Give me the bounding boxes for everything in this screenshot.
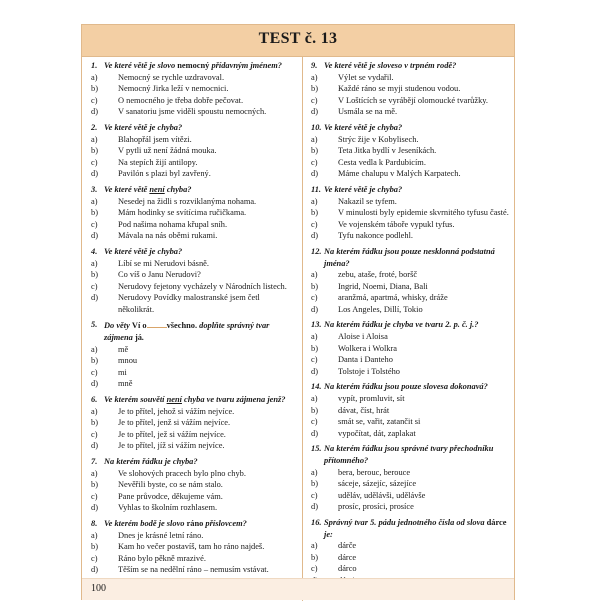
prompt-text: Ve kterém souvětí xyxy=(104,395,167,405)
option-text: Ingrid, Noemi, Diana, Bali xyxy=(338,281,428,291)
option-letter: a) xyxy=(311,332,318,342)
question xyxy=(311,319,512,377)
answer-blank xyxy=(147,319,167,328)
prompt-text: Ve které větě je sloveso v trpném rodě? xyxy=(324,61,457,70)
option-text: Co víš o Janu Nerudovi? xyxy=(118,270,201,280)
option-letter: d) xyxy=(91,441,98,451)
question xyxy=(311,517,512,587)
answer-option xyxy=(91,269,293,281)
answer-option xyxy=(91,230,293,242)
question-number: 6. xyxy=(91,395,98,405)
option-text: mnou xyxy=(118,356,138,366)
option-letter: b) xyxy=(311,281,318,291)
option-letter: d) xyxy=(91,107,98,117)
option-text: Je to přítel, jehož si vážím nejvíce. xyxy=(118,406,235,416)
option-text: Je to přítel, jež si vážím nejvíce. xyxy=(118,429,226,439)
option-text: V pytli už není žádná mouka. xyxy=(118,146,217,156)
answer-option xyxy=(311,467,512,479)
question-number: 5. xyxy=(91,320,98,330)
question-prompt xyxy=(311,443,512,466)
option-letter: c) xyxy=(91,95,98,105)
option-letter: d) xyxy=(91,231,98,241)
question-prompt xyxy=(91,246,293,258)
option-text: Dnes je krásné letní ráno. xyxy=(118,530,204,540)
answer-option xyxy=(311,552,512,564)
question xyxy=(311,184,512,242)
prompt-text: Ve které větě je chyba? xyxy=(324,122,403,132)
question-prompt xyxy=(91,319,293,343)
option-text: Mám hodinky se svítícima ručičkama. xyxy=(118,208,247,218)
prompt-text: Na kterém řádku jsou správné tvary přechodníku přítomného? xyxy=(324,444,494,465)
answer-option xyxy=(91,417,293,429)
answer-option xyxy=(91,406,293,418)
question-prompt xyxy=(311,122,512,134)
option-text: Líbí se mi Nerudovi básně. xyxy=(118,258,209,268)
option-text: Blahopřál jsem vítězi. xyxy=(118,134,192,144)
prompt-text: Ve které větě je chyba? xyxy=(324,184,403,194)
option-letter: c) xyxy=(311,293,318,303)
answer-option xyxy=(91,355,293,367)
question xyxy=(91,394,293,452)
option-letter: d) xyxy=(311,428,318,438)
question xyxy=(311,246,512,316)
option-text: dárco xyxy=(338,564,357,574)
answer-option xyxy=(91,429,293,441)
prompt-text: není xyxy=(166,395,182,405)
option-letter: a) xyxy=(91,72,98,82)
prompt-text: přídavným jménem? xyxy=(209,61,282,70)
option-letter: c) xyxy=(91,219,98,229)
prompt-text: Ve které větě je slovo xyxy=(104,61,178,70)
prompt-text: Ve které větě xyxy=(104,184,150,194)
option-text: Cesta vedla k Pardubicím. xyxy=(338,157,426,167)
option-letter: b) xyxy=(91,270,98,280)
option-text: Nakazil se tyfem. xyxy=(338,196,397,206)
option-letter: b) xyxy=(311,208,318,218)
option-letter: c) xyxy=(91,367,98,377)
option-text: Aloise i Aloisa xyxy=(338,332,388,342)
answer-option xyxy=(311,490,512,502)
answer-option xyxy=(91,196,293,208)
option-letter: b) xyxy=(91,208,98,218)
prompt-text: Na kterém řádku je chyba? xyxy=(104,457,198,466)
option-text: Nemocný Jirka leží v nemocnici. xyxy=(118,84,229,94)
answer-option xyxy=(91,344,293,356)
option-text: Los Angeles, Dillí, Tokio xyxy=(338,304,423,314)
prompt-text: příslovcem? xyxy=(203,518,247,528)
option-text: Ve slohových pracech bylo plno chyb. xyxy=(118,468,246,478)
option-letter: d) xyxy=(91,379,98,389)
option-letter: d) xyxy=(311,502,318,512)
answer-option xyxy=(311,540,512,552)
right-column xyxy=(311,56,512,587)
answer-option xyxy=(311,145,512,157)
option-letter: b) xyxy=(91,146,98,156)
left-column xyxy=(91,56,293,576)
option-letter: d) xyxy=(311,366,318,376)
worksheet-page xyxy=(81,24,515,600)
answer-option xyxy=(91,157,293,169)
option-letter: c) xyxy=(91,281,98,291)
question-prompt xyxy=(91,518,293,530)
answer-option xyxy=(311,106,512,118)
option-text: Usmála se na mě. xyxy=(338,107,398,117)
option-text: O nemocného je třeba dobře pečovat. xyxy=(118,95,244,105)
option-letter: c) xyxy=(91,157,98,167)
answer-option xyxy=(91,378,293,390)
option-text: Nemocný se rychle uzdravoval. xyxy=(118,72,225,82)
answer-option xyxy=(311,563,512,575)
answer-option xyxy=(311,72,512,84)
option-text: Je to přítel, jenž si vážím nejvíce. xyxy=(118,418,231,428)
option-letter: a) xyxy=(311,541,318,551)
question xyxy=(91,184,293,242)
prompt-text: . xyxy=(141,333,145,343)
footer-band xyxy=(82,578,514,600)
option-letter: b) xyxy=(91,418,98,428)
option-letter: c) xyxy=(91,429,98,439)
answer-option xyxy=(311,405,512,417)
answer-option xyxy=(91,72,293,84)
option-text: dávat, číst, hrát xyxy=(338,405,390,415)
option-text: Teta Jitka bydlí v Jeseníkách. xyxy=(338,146,437,156)
prompt-text: dárce xyxy=(486,517,507,527)
option-text: aranžmá, apartmá, whisky, dráže xyxy=(338,293,448,303)
question xyxy=(91,246,293,316)
option-letter: c) xyxy=(91,491,98,501)
question xyxy=(311,381,512,439)
question-number: 13. xyxy=(311,320,322,330)
question xyxy=(91,319,293,390)
option-text: mě xyxy=(118,344,129,354)
option-letter: a) xyxy=(91,196,98,206)
answer-option xyxy=(91,367,293,379)
answer-option xyxy=(311,343,512,355)
option-letter: a) xyxy=(91,134,98,144)
question-number: 4. xyxy=(91,246,98,256)
question-number: 7. xyxy=(91,457,98,466)
question xyxy=(91,60,293,118)
option-letter: d) xyxy=(311,169,318,179)
answer-option xyxy=(91,95,293,107)
question-prompt xyxy=(91,456,293,468)
prompt-text: Na kterém řádku je chyba ve tvaru 2. p. č. j.? xyxy=(324,320,479,330)
option-text: Tolstoje i Tolstého xyxy=(338,366,400,376)
option-text: Je to přítel, jíž si vážím nejvíce. xyxy=(118,441,225,451)
option-text: Tyfu nakonce podlehl. xyxy=(338,231,413,241)
header-band xyxy=(82,25,514,57)
question-prompt xyxy=(311,319,512,331)
answer-option xyxy=(91,134,293,146)
answer-option xyxy=(91,541,293,553)
prompt-text: Ví o xyxy=(131,321,147,331)
prompt-text: ráno xyxy=(186,518,204,528)
question-prompt xyxy=(311,517,512,540)
question-prompt xyxy=(311,60,512,72)
option-text: Wolkera i Wolkra xyxy=(338,343,397,353)
question-number: 12. xyxy=(311,246,322,256)
option-letter: d) xyxy=(91,503,98,513)
option-letter: b) xyxy=(91,356,98,366)
answer-option xyxy=(91,502,293,514)
option-text: Nesedej na židli s rozviklanýma nohama. xyxy=(118,196,257,206)
answer-option xyxy=(311,292,512,304)
answer-option xyxy=(311,478,512,490)
prompt-text: Ve které větě je chyba? xyxy=(104,122,183,132)
option-text: bera, berouc, berouce xyxy=(338,467,411,477)
question-number: 10. xyxy=(311,122,322,132)
column-divider xyxy=(302,56,303,601)
option-letter: a) xyxy=(91,258,98,268)
option-text: smát se, vařit, zatančit si xyxy=(338,417,421,427)
answer-option xyxy=(91,145,293,157)
option-letter: c) xyxy=(311,157,318,167)
option-letter: d) xyxy=(91,565,98,575)
question xyxy=(91,122,293,180)
answer-option xyxy=(311,281,512,293)
question-prompt xyxy=(311,184,512,196)
option-letter: a) xyxy=(311,72,318,82)
option-text: Pod našima nohama křupal sníh. xyxy=(118,219,228,229)
option-letter: a) xyxy=(311,394,318,404)
option-letter: b) xyxy=(311,552,318,562)
option-letter: c) xyxy=(311,417,318,427)
answer-option xyxy=(91,168,293,180)
option-letter: a) xyxy=(311,270,318,280)
option-text: zebu, ataše, froté, boršč xyxy=(338,270,418,280)
prompt-text: Správný tvar 5. pádu jednotného čísla od slova xyxy=(324,517,487,527)
option-text: prosíc, prosíci, prosíce xyxy=(338,502,414,512)
option-letter: c) xyxy=(311,490,318,500)
option-letter: d) xyxy=(311,107,318,117)
option-text: Strýc žije v Kobylisech. xyxy=(338,134,419,144)
answer-option xyxy=(311,168,512,180)
prompt-text: nemocný xyxy=(177,61,210,70)
option-text: Pane průvodce, děkujeme vám. xyxy=(118,491,223,501)
option-text: Mávala na nás oběmi rukami. xyxy=(118,231,218,241)
option-text: dárce xyxy=(338,552,357,562)
option-letter: a) xyxy=(311,196,318,206)
option-text: Nevěřili byste, co se nám stalo. xyxy=(118,480,223,490)
option-letter: d) xyxy=(91,169,98,179)
prompt-text: Na kterém řádku jsou pouze slovesa dokonavá? xyxy=(324,382,488,392)
option-text: Ráno bylo pěkně mrazivé. xyxy=(118,553,206,563)
answer-option xyxy=(91,479,293,491)
answer-option xyxy=(91,281,293,293)
question xyxy=(311,443,512,513)
question xyxy=(91,456,293,514)
option-letter: a) xyxy=(91,468,98,478)
prompt-text: chyba? xyxy=(164,184,192,194)
option-text: dárče xyxy=(338,541,357,551)
answer-option xyxy=(311,393,512,405)
prompt-text: všechno. xyxy=(166,321,198,331)
answer-option xyxy=(311,207,512,219)
question-number: 9. xyxy=(311,61,318,70)
option-letter: c) xyxy=(311,95,318,105)
page-title: TEST č. 13 xyxy=(258,30,338,47)
question xyxy=(311,122,512,180)
option-text: V sanatoriu jsme viděli spoustu nemocných. xyxy=(118,107,267,117)
answer-option xyxy=(311,501,512,513)
option-letter: b) xyxy=(311,479,318,489)
option-text: vypočítat, dát, zaplakat xyxy=(338,428,416,438)
answer-option xyxy=(311,83,512,95)
question-number: 8. xyxy=(91,518,98,528)
option-text: mi xyxy=(118,367,127,377)
question-prompt xyxy=(91,184,293,196)
option-text: Máme chalupu v Malých Karpatech. xyxy=(338,169,461,179)
answer-option xyxy=(311,269,512,281)
answer-option xyxy=(91,292,293,315)
answer-option xyxy=(311,157,512,169)
option-letter: b) xyxy=(91,542,98,552)
question-prompt xyxy=(311,381,512,393)
option-text: Vyhlas to školním rozhlasem. xyxy=(118,503,218,513)
option-text: Kam ho večer postavíš, tam ho ráno najdeš. xyxy=(118,542,265,552)
option-text: Na stepích žijí antilopy. xyxy=(118,157,198,167)
option-letter: d) xyxy=(91,293,98,303)
option-text: Ve vojenském táboře vypukl tyfus. xyxy=(338,219,455,229)
answer-option xyxy=(311,366,512,378)
option-letter: c) xyxy=(91,553,98,563)
option-text: V Loštících se vyrábějí olomoucké tvarůžky. xyxy=(338,95,489,105)
answer-option xyxy=(91,440,293,452)
question-prompt xyxy=(91,60,293,72)
option-letter: b) xyxy=(311,84,318,94)
prompt-text: Na kterém řádku jsou pouze nesklonná podstatná jména? xyxy=(324,246,495,268)
answer-option xyxy=(91,219,293,231)
prompt-text: Do věty xyxy=(104,321,132,331)
option-text: Danta i Danteho xyxy=(338,355,393,365)
option-text: Těším se na nedělní ráno – nemusím vstávat. xyxy=(118,565,269,575)
answer-option xyxy=(91,207,293,219)
prompt-text: já xyxy=(134,333,142,343)
option-letter: b) xyxy=(311,405,318,415)
prompt-text: doplňte správný tvar zájmena xyxy=(104,321,270,343)
question-number: 3. xyxy=(91,184,98,194)
answer-option xyxy=(311,428,512,440)
question-number: 2. xyxy=(91,122,98,132)
option-text: Výlet se vydařil. xyxy=(338,72,394,82)
option-text: V minulosti byly epidemie skvrnitého tyfusu časté. xyxy=(338,208,509,218)
option-letter: a) xyxy=(91,530,98,540)
option-letter: a) xyxy=(91,406,98,416)
option-letter: d) xyxy=(311,304,318,314)
option-letter: c) xyxy=(311,564,318,574)
answer-option xyxy=(91,564,293,576)
answer-option xyxy=(311,95,512,107)
option-text: Pavilón s plazi byl zavřený. xyxy=(118,169,211,179)
option-letter: a) xyxy=(311,134,318,144)
option-text: sáceje, sázejíc, sázejíce xyxy=(338,479,417,489)
answer-option xyxy=(311,331,512,343)
question xyxy=(311,60,512,118)
question-number: 11. xyxy=(311,184,322,194)
answer-option xyxy=(91,491,293,503)
option-text: Nerudovy Povídky malostranské jsem četl několikrát. xyxy=(118,293,260,314)
page-number: 100 xyxy=(91,583,106,594)
answer-option xyxy=(311,304,512,316)
question-number: 1. xyxy=(91,61,98,70)
answer-option xyxy=(91,468,293,480)
answer-option xyxy=(311,354,512,366)
prompt-text: je: xyxy=(324,529,333,539)
question-number: 15. xyxy=(311,444,322,454)
prompt-text: Ve kterém bodě je slovo xyxy=(104,518,187,528)
answer-option xyxy=(311,134,512,146)
question-prompt xyxy=(91,394,293,406)
option-text: mně xyxy=(118,379,133,389)
option-letter: d) xyxy=(311,231,318,241)
answer-option xyxy=(91,530,293,542)
question-prompt xyxy=(311,246,512,269)
question-prompt xyxy=(91,122,293,134)
option-text: Nerudovy fejetony vycházely v Národních listech. xyxy=(118,281,287,291)
option-text: vypít, promluvit, sít xyxy=(338,394,405,404)
answer-option xyxy=(311,196,512,208)
prompt-text: Ve které větě je chyba? xyxy=(104,246,183,256)
question xyxy=(91,518,293,576)
answer-option xyxy=(91,106,293,118)
option-letter: b) xyxy=(91,480,98,490)
answer-option xyxy=(311,416,512,428)
option-letter: b) xyxy=(311,146,318,156)
option-letter: b) xyxy=(311,343,318,353)
prompt-text: chyba ve tvaru zájmena jenž? xyxy=(181,395,286,405)
question-number: 14. xyxy=(311,382,322,392)
answer-option xyxy=(91,83,293,95)
option-letter: a) xyxy=(91,344,98,354)
option-letter: c) xyxy=(311,219,318,229)
option-letter: b) xyxy=(91,84,98,94)
option-letter: a) xyxy=(311,467,318,477)
answer-option xyxy=(91,258,293,270)
option-letter: c) xyxy=(311,355,318,365)
answer-option xyxy=(91,553,293,565)
answer-option xyxy=(311,219,512,231)
answer-option xyxy=(311,230,512,242)
option-text: uděláv, udělávši, udělávše xyxy=(338,490,426,500)
prompt-text: není xyxy=(149,184,165,194)
question-number: 16. xyxy=(311,517,322,527)
option-text: Každé ráno se myji studenou vodou. xyxy=(338,84,461,94)
